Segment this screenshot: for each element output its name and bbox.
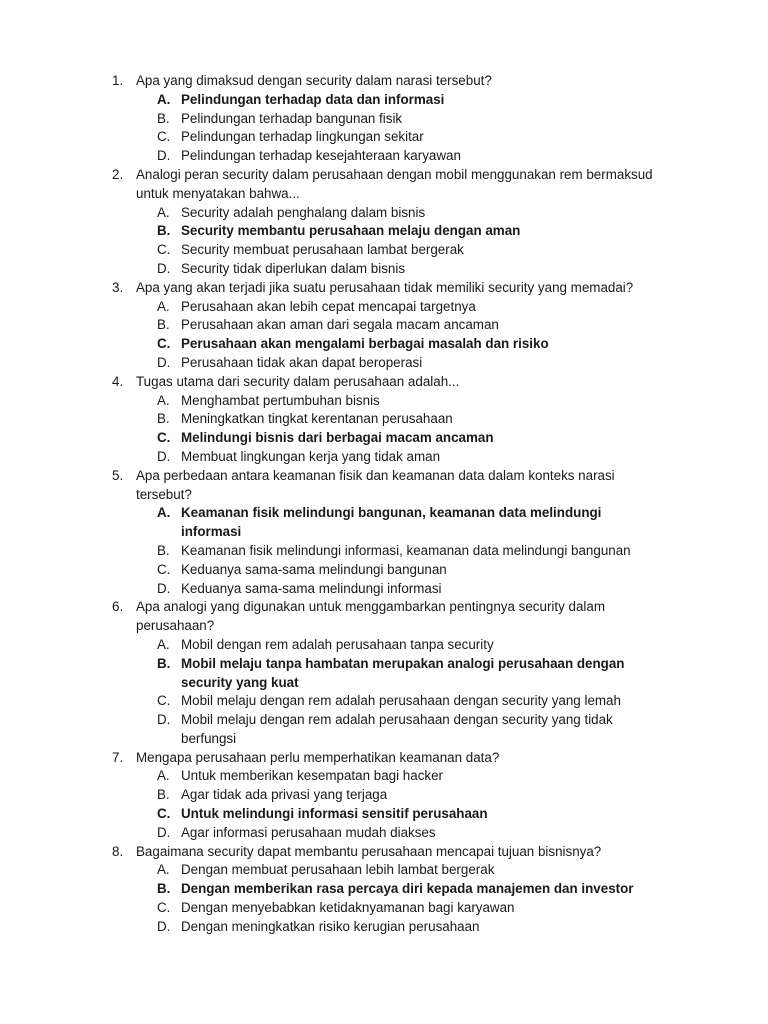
option-text: Perusahaan akan lebih cepat mencapai targetnya (181, 298, 476, 314)
question-line (0, 843, 768, 862)
answer-option (0, 128, 768, 147)
option-text: Security adalah penghalang dalam bisnis (181, 204, 426, 220)
option-letter: B. (157, 881, 171, 897)
answer-option (0, 542, 768, 561)
question-item (0, 467, 768, 599)
option-line (0, 674, 768, 693)
option-letter: D. (157, 260, 171, 276)
question-text: Apa yang akan terjadi jika suatu perusahaan tidak memiliki security yang memadai? (136, 279, 634, 295)
option-line (0, 561, 768, 580)
option-line (0, 260, 768, 279)
option-text: Untuk memberikan kesempatan bagi hacker (181, 768, 443, 784)
option-line (0, 805, 768, 824)
option-letter: C. (157, 242, 171, 258)
option-line (0, 204, 768, 223)
option-letter: B. (157, 542, 170, 558)
question-line (0, 279, 768, 298)
question-line (0, 467, 768, 486)
answer-option (0, 204, 768, 223)
option-text: Mobil melaju tanpa hambatan merupakan analogi perusahaan dengan (181, 655, 625, 671)
answer-option (0, 260, 768, 279)
answer-option (0, 767, 768, 786)
option-line (0, 335, 768, 354)
option-line (0, 222, 768, 241)
option-line (0, 636, 768, 655)
option-letter: D. (157, 918, 171, 934)
option-text: Mobil melaju dengan rem adalah perusahaan dengan security yang lemah (181, 693, 621, 709)
option-line (0, 316, 768, 335)
question-text: Bagaimana security dapat membantu perusahaan mencapai tujuan bisnisnya? (136, 843, 602, 859)
answer-option (0, 580, 768, 599)
answer-option (0, 354, 768, 373)
option-text: Pelindungan terhadap lingkungan sekitar (181, 129, 424, 145)
question-line (0, 373, 768, 392)
question-text: Apa perbedaan antara keamanan fisik dan keamanan data dalam konteks narasi (136, 467, 615, 483)
answer-option (0, 786, 768, 805)
option-line (0, 91, 768, 110)
question-text: Apa yang dimaksud dengan security dalam narasi tersebut? (136, 73, 492, 88)
option-line (0, 767, 768, 786)
option-line (0, 504, 768, 523)
option-text: Perusahaan akan mengalami berbagai masalah dan risiko (181, 336, 549, 352)
option-line (0, 110, 768, 129)
option-line (0, 147, 768, 166)
option-line (0, 730, 768, 749)
option-text: Meningkatkan tingkat kerentanan perusahaan (181, 411, 453, 427)
question-number: 3. (112, 279, 124, 295)
option-text: Mobil melaju dengan rem adalah perusahaan dengan security yang tidak (181, 712, 613, 728)
option-letter: A. (157, 392, 170, 408)
answer-option (0, 316, 768, 335)
option-line (0, 786, 768, 805)
question-text: Analogi peran security dalam perusahaan dengan mobil menggunakan rem bermaksud (136, 166, 653, 182)
option-line (0, 298, 768, 317)
option-text: Security membantu perusahaan melaju dengan aman (181, 223, 521, 239)
option-text: Keamanan fisik melindungi bangunan, keamanan data melindungi (181, 505, 602, 521)
option-letter: C. (157, 693, 171, 709)
question-line (0, 617, 768, 636)
option-letter: B. (157, 317, 170, 333)
answer-option (0, 861, 768, 880)
option-letter: A. (157, 768, 170, 784)
question-text: untuk menyatakan bahwa... (136, 185, 300, 201)
option-line (0, 918, 768, 937)
option-text: Security membuat perusahaan lambat bergerak (181, 242, 464, 258)
answer-option-correct (0, 222, 768, 241)
option-text: Dengan memberikan rasa percaya diri kepada manajemen dan investor (181, 881, 634, 897)
option-letter: A. (157, 862, 170, 878)
option-letter: B. (157, 223, 171, 239)
question-item (0, 166, 768, 279)
option-line (0, 241, 768, 260)
question-item (0, 373, 768, 467)
answer-option (0, 561, 768, 580)
option-text: Melindungi bisnis dari berbagai macam ancaman (181, 430, 494, 446)
answer-option (0, 918, 768, 937)
question-line (0, 185, 768, 204)
option-line (0, 692, 768, 711)
answer-option (0, 410, 768, 429)
question-text: perusahaan? (136, 618, 215, 634)
option-letter: D. (157, 448, 171, 464)
answer-option-correct (0, 335, 768, 354)
option-letter: D. (157, 712, 171, 728)
option-line (0, 580, 768, 599)
option-letter: B. (157, 655, 171, 671)
option-line (0, 429, 768, 448)
question-item (0, 598, 768, 748)
answer-option (0, 241, 768, 260)
question-text: Apa analogi yang digunakan untuk menggambarkan pentingnya security dalam (136, 599, 605, 615)
question-item (0, 72, 768, 166)
option-text: security yang kuat (181, 674, 299, 690)
option-letter: D. (157, 824, 171, 840)
option-text: Untuk melindungi informasi sensitif perusahaan (181, 806, 488, 822)
question-line (0, 72, 768, 91)
option-text: Dengan meningkatkan risiko kerugian perusahaan (181, 918, 480, 934)
option-letter: C. (157, 806, 171, 822)
option-letter: B. (157, 411, 170, 427)
answer-option (0, 448, 768, 467)
question-number: 8. (112, 843, 124, 859)
option-letter: B. (157, 110, 170, 126)
option-letter: D. (157, 580, 171, 596)
answer-option (0, 692, 768, 711)
answer-option-correct (0, 805, 768, 824)
option-letter: C. (157, 336, 171, 352)
answer-option (0, 110, 768, 129)
option-text: informasi (181, 524, 242, 540)
question-item (0, 843, 768, 937)
answer-option-correct (0, 880, 768, 899)
option-text: Dengan menyebabkan ketidaknyamanan bagi karyawan (181, 900, 515, 916)
option-letter: C. (157, 430, 171, 446)
option-letter: D. (157, 148, 171, 164)
question-number: 1. (112, 73, 124, 88)
option-line (0, 523, 768, 542)
question-number: 6. (112, 599, 124, 615)
option-text: Mobil dengan rem adalah perusahaan tanpa security (181, 636, 494, 652)
option-text: Perusahaan akan aman dari segala macam ancaman (181, 317, 499, 333)
answer-option (0, 392, 768, 411)
question-number: 5. (112, 467, 124, 483)
option-text: berfungsi (181, 730, 237, 746)
option-text: Security tidak diperlukan dalam bisnis (181, 260, 406, 276)
question-line (0, 749, 768, 768)
option-letter: B. (157, 787, 170, 803)
question-number: 4. (112, 373, 124, 389)
question-number: 7. (112, 749, 124, 765)
question-line (0, 166, 768, 185)
answer-option-correct (0, 91, 768, 110)
option-line (0, 410, 768, 429)
option-line (0, 354, 768, 373)
option-letter: A. (157, 298, 170, 314)
answer-option-correct (0, 429, 768, 448)
option-text: Perusahaan tidak akan dapat beroperasi (181, 354, 423, 370)
option-line (0, 448, 768, 467)
answer-option (0, 824, 768, 843)
option-letter: A. (157, 505, 171, 521)
option-text: Dengan membuat perusahaan lebih lambat bergerak (181, 862, 495, 878)
option-text: Pelindungan terhadap bangunan fisik (181, 110, 403, 126)
question-number: 2. (112, 166, 124, 182)
option-line (0, 861, 768, 880)
option-line (0, 542, 768, 561)
option-text: Pelindungan terhadap data dan informasi (181, 91, 445, 107)
option-letter: C. (157, 561, 171, 577)
option-text: Membuat lingkungan kerja yang tidak aman (181, 448, 441, 464)
answer-option (0, 899, 768, 918)
option-letter: A. (157, 636, 170, 652)
option-line (0, 899, 768, 918)
option-letter: D. (157, 354, 171, 370)
question-text: Tugas utama dari security dalam perusahaan adalah... (136, 373, 460, 389)
option-text: Pelindungan terhadap kesejahteraan karyawan (181, 148, 461, 164)
option-text: Keduanya sama-sama melindungi informasi (181, 580, 442, 596)
question-text: tersebut? (136, 486, 192, 502)
option-line (0, 392, 768, 411)
option-letter: A. (157, 91, 171, 107)
question-item (0, 749, 768, 843)
option-text: Menghambat pertumbuhan bisnis (181, 392, 380, 408)
option-text: Keduanya sama-sama melindungi bangunan (181, 561, 447, 577)
question-item (0, 279, 768, 373)
option-line (0, 655, 768, 674)
answer-option (0, 147, 768, 166)
option-line (0, 711, 768, 730)
question-line (0, 598, 768, 617)
option-text: Agar tidak ada privasi yang terjaga (181, 787, 388, 803)
option-line (0, 824, 768, 843)
quiz-document (0, 72, 768, 937)
option-letter: A. (157, 204, 170, 220)
question-line (0, 486, 768, 505)
answer-option-correct (0, 655, 768, 693)
option-letter: C. (157, 900, 171, 916)
option-text: Keamanan fisik melindungi informasi, keamanan data melindungi bangunan (181, 542, 631, 558)
option-letter: C. (157, 129, 171, 145)
question-text: Mengapa perusahaan perlu memperhatikan keamanan data? (136, 749, 500, 765)
answer-option (0, 298, 768, 317)
answer-option (0, 636, 768, 655)
answer-option (0, 711, 768, 749)
option-text: Agar informasi perusahaan mudah diakses (181, 824, 436, 840)
option-line (0, 880, 768, 899)
option-line (0, 128, 768, 147)
answer-option-correct (0, 504, 768, 542)
